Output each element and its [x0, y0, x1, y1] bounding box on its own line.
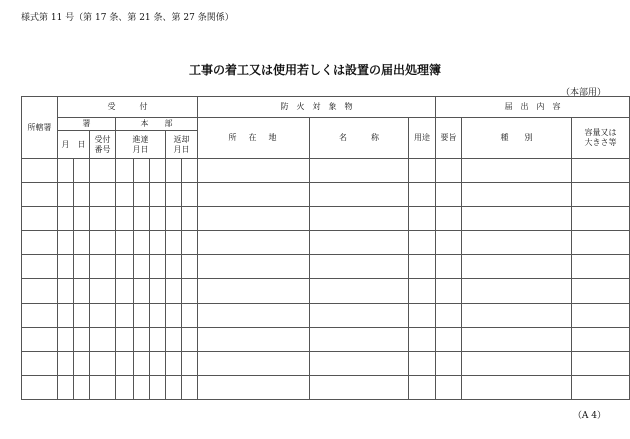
paper-size-note: （A 4） [572, 411, 606, 421]
table-cell[interactable] [150, 375, 166, 399]
table-cell[interactable] [90, 255, 116, 279]
table-row [22, 375, 630, 399]
table-cell[interactable] [134, 255, 150, 279]
header-sho: 署 [58, 118, 116, 131]
table-cell[interactable] [182, 231, 198, 255]
table-cell[interactable] [116, 159, 134, 183]
table-cell[interactable] [166, 231, 182, 255]
table-cell[interactable] [58, 207, 74, 231]
table-cell[interactable] [134, 159, 150, 183]
table-cell[interactable] [150, 303, 166, 327]
table-cell[interactable] [22, 231, 58, 255]
table-cell[interactable] [116, 375, 134, 399]
table-cell[interactable] [572, 183, 630, 207]
table-cell[interactable] [310, 183, 409, 207]
table-cell[interactable] [436, 183, 462, 207]
table-cell[interactable] [436, 231, 462, 255]
table-cell[interactable] [134, 303, 150, 327]
table-cell[interactable] [116, 255, 134, 279]
table-cell[interactable] [572, 375, 630, 399]
table-cell[interactable] [150, 351, 166, 375]
table-cell[interactable] [462, 183, 572, 207]
register-table [21, 96, 630, 400]
table-cell[interactable] [150, 183, 166, 207]
table-cell[interactable] [572, 303, 630, 327]
table-cell[interactable] [572, 231, 630, 255]
table-cell[interactable] [198, 231, 310, 255]
table-cell[interactable] [198, 159, 310, 183]
table-cell[interactable] [74, 255, 90, 279]
table-cell[interactable] [166, 327, 182, 351]
table-cell[interactable] [462, 207, 572, 231]
table-cell[interactable] [310, 159, 409, 183]
header-shintatsu: 進達 月日 [116, 131, 166, 159]
table-cell[interactable] [22, 207, 58, 231]
table-cell[interactable] [22, 351, 58, 375]
table-cell[interactable] [166, 375, 182, 399]
table-cell[interactable] [198, 327, 310, 351]
table-cell[interactable] [74, 327, 90, 351]
table-cell[interactable] [310, 303, 409, 327]
table-cell[interactable] [90, 207, 116, 231]
table-cell[interactable] [182, 279, 198, 303]
table-cell[interactable] [182, 303, 198, 327]
table-row [22, 207, 630, 231]
table-cell[interactable] [462, 327, 572, 351]
department-note: （本部用） [560, 88, 606, 98]
table-cell[interactable] [409, 183, 436, 207]
table-cell[interactable] [462, 351, 572, 375]
header-tsuki-hi: 月 日 [58, 131, 90, 159]
header-uketsuke: 受 付 [58, 97, 198, 118]
table-cell[interactable] [409, 159, 436, 183]
table-cell[interactable] [150, 279, 166, 303]
table-cell[interactable] [572, 159, 630, 183]
table-cell[interactable] [116, 207, 134, 231]
table-cell[interactable] [166, 183, 182, 207]
table-cell[interactable] [572, 255, 630, 279]
table-cell[interactable] [198, 303, 310, 327]
table-cell[interactable] [116, 303, 134, 327]
table-cell[interactable] [166, 255, 182, 279]
table-cell[interactable] [409, 279, 436, 303]
table-cell[interactable] [572, 351, 630, 375]
header-shubetsu: 種 別 [462, 118, 572, 159]
table-cell[interactable] [22, 375, 58, 399]
table-cell[interactable] [310, 279, 409, 303]
table-cell[interactable] [22, 303, 58, 327]
table-cell[interactable] [134, 231, 150, 255]
table-row [22, 279, 630, 303]
table-cell[interactable] [310, 231, 409, 255]
table-cell[interactable] [409, 327, 436, 351]
table-cell[interactable] [310, 327, 409, 351]
table-cell[interactable] [116, 183, 134, 207]
table-cell[interactable] [572, 207, 630, 231]
table-row [22, 183, 630, 207]
table-cell[interactable] [22, 159, 58, 183]
table-cell[interactable] [74, 279, 90, 303]
table-cell[interactable] [462, 231, 572, 255]
table-cell[interactable] [436, 327, 462, 351]
table-cell[interactable] [22, 183, 58, 207]
table-cell[interactable] [198, 255, 310, 279]
table-cell[interactable] [182, 327, 198, 351]
table-cell[interactable] [182, 159, 198, 183]
table-cell[interactable] [166, 207, 182, 231]
table-cell[interactable] [310, 255, 409, 279]
table-cell[interactable] [198, 375, 310, 399]
table-cell[interactable] [436, 255, 462, 279]
table-cell[interactable] [436, 207, 462, 231]
table-cell[interactable] [436, 375, 462, 399]
header-yoshi: 要旨 [436, 118, 462, 159]
table-cell[interactable] [409, 207, 436, 231]
table-cell[interactable] [134, 327, 150, 351]
table-cell[interactable] [58, 255, 74, 279]
table-cell[interactable] [572, 279, 630, 303]
table-cell[interactable] [572, 327, 630, 351]
table-cell[interactable] [462, 159, 572, 183]
table-cell[interactable] [116, 231, 134, 255]
table-cell[interactable] [58, 375, 74, 399]
table-cell[interactable] [166, 303, 182, 327]
table-cell[interactable] [90, 231, 116, 255]
header-shozaichi: 所 在 地 [198, 118, 310, 159]
table-cell[interactable] [436, 279, 462, 303]
table-row [22, 231, 630, 255]
table-cell[interactable] [22, 255, 58, 279]
table-cell[interactable] [166, 351, 182, 375]
table-cell[interactable] [310, 207, 409, 231]
table-cell[interactable] [462, 303, 572, 327]
table-row [22, 255, 630, 279]
header-meisho: 名 称 [310, 118, 409, 159]
table-row [22, 159, 630, 183]
table-cell[interactable] [74, 159, 90, 183]
table-cell[interactable] [90, 279, 116, 303]
table-cell[interactable] [198, 351, 310, 375]
header-row-1 [22, 97, 630, 118]
header-shokatsu: 所轄署 [22, 97, 58, 159]
header-honbu: 本 部 [116, 118, 198, 131]
table-cell[interactable] [436, 351, 462, 375]
table-cell[interactable] [90, 303, 116, 327]
table-cell[interactable] [134, 375, 150, 399]
table-cell[interactable] [58, 351, 74, 375]
table-cell[interactable] [462, 375, 572, 399]
table-cell[interactable] [150, 207, 166, 231]
table-cell[interactable] [22, 279, 58, 303]
page-title: 工事の着工又は使用若しくは設置の届出処理簿 [188, 63, 441, 77]
table-cell[interactable] [182, 255, 198, 279]
header-yoto: 用途 [409, 118, 436, 159]
table-cell[interactable] [74, 207, 90, 231]
table-cell[interactable] [462, 279, 572, 303]
table-cell[interactable] [74, 231, 90, 255]
header-uketsuke-bango: 受付 番号 [90, 131, 116, 159]
table-cell[interactable] [58, 327, 74, 351]
table-cell[interactable] [198, 207, 310, 231]
table-cell[interactable] [134, 183, 150, 207]
header-todoke-naiyo: 届 出 内 容 [436, 97, 630, 118]
table-cell[interactable] [150, 231, 166, 255]
table-cell[interactable] [116, 351, 134, 375]
table-row [22, 327, 630, 351]
table-cell[interactable] [90, 183, 116, 207]
table-cell[interactable] [310, 375, 409, 399]
table-cell[interactable] [166, 159, 182, 183]
table-cell[interactable] [74, 303, 90, 327]
table-cell[interactable] [150, 255, 166, 279]
header-yoryo: 容量又は 大きさ等 [572, 118, 630, 159]
table-cell[interactable] [90, 351, 116, 375]
table-cell[interactable] [182, 207, 198, 231]
table-cell[interactable] [462, 255, 572, 279]
table-cell[interactable] [150, 159, 166, 183]
table-cell[interactable] [58, 279, 74, 303]
table-cell[interactable] [58, 231, 74, 255]
table-cell[interactable] [166, 279, 182, 303]
table-cell[interactable] [310, 351, 409, 375]
table-cell[interactable] [134, 351, 150, 375]
table-cell[interactable] [409, 351, 436, 375]
table-cell[interactable] [134, 279, 150, 303]
table-row [22, 303, 630, 327]
table-cell[interactable] [90, 375, 116, 399]
table-cell[interactable] [74, 183, 90, 207]
table-cell[interactable] [436, 159, 462, 183]
table-cell[interactable] [22, 327, 58, 351]
table-cell[interactable] [409, 231, 436, 255]
header-row-2 [22, 118, 630, 131]
table-cell[interactable] [409, 375, 436, 399]
table-cell[interactable] [134, 207, 150, 231]
table-cell[interactable] [198, 183, 310, 207]
table-cell[interactable] [182, 375, 198, 399]
table-cell[interactable] [58, 183, 74, 207]
table-cell[interactable] [182, 183, 198, 207]
table-cell[interactable] [58, 303, 74, 327]
table-cell[interactable] [74, 351, 90, 375]
table-cell[interactable] [198, 279, 310, 303]
table-cell[interactable] [116, 327, 134, 351]
form-number: 様式第 11 号（第 17 条、第 21 条、第 27 条関係） [21, 13, 234, 23]
table-cell[interactable] [150, 327, 166, 351]
table-cell[interactable] [409, 255, 436, 279]
table-cell[interactable] [409, 303, 436, 327]
table-cell[interactable] [90, 327, 116, 351]
table-row [22, 351, 630, 375]
table-cell[interactable] [74, 375, 90, 399]
table-cell[interactable] [58, 159, 74, 183]
table-cell[interactable] [116, 279, 134, 303]
table-cell[interactable] [182, 351, 198, 375]
table-cell[interactable] [436, 303, 462, 327]
header-henrei: 返却 月日 [166, 131, 198, 159]
header-boka-taishobutsu: 防 火 対 象 物 [198, 97, 436, 118]
table-cell[interactable] [90, 159, 116, 183]
